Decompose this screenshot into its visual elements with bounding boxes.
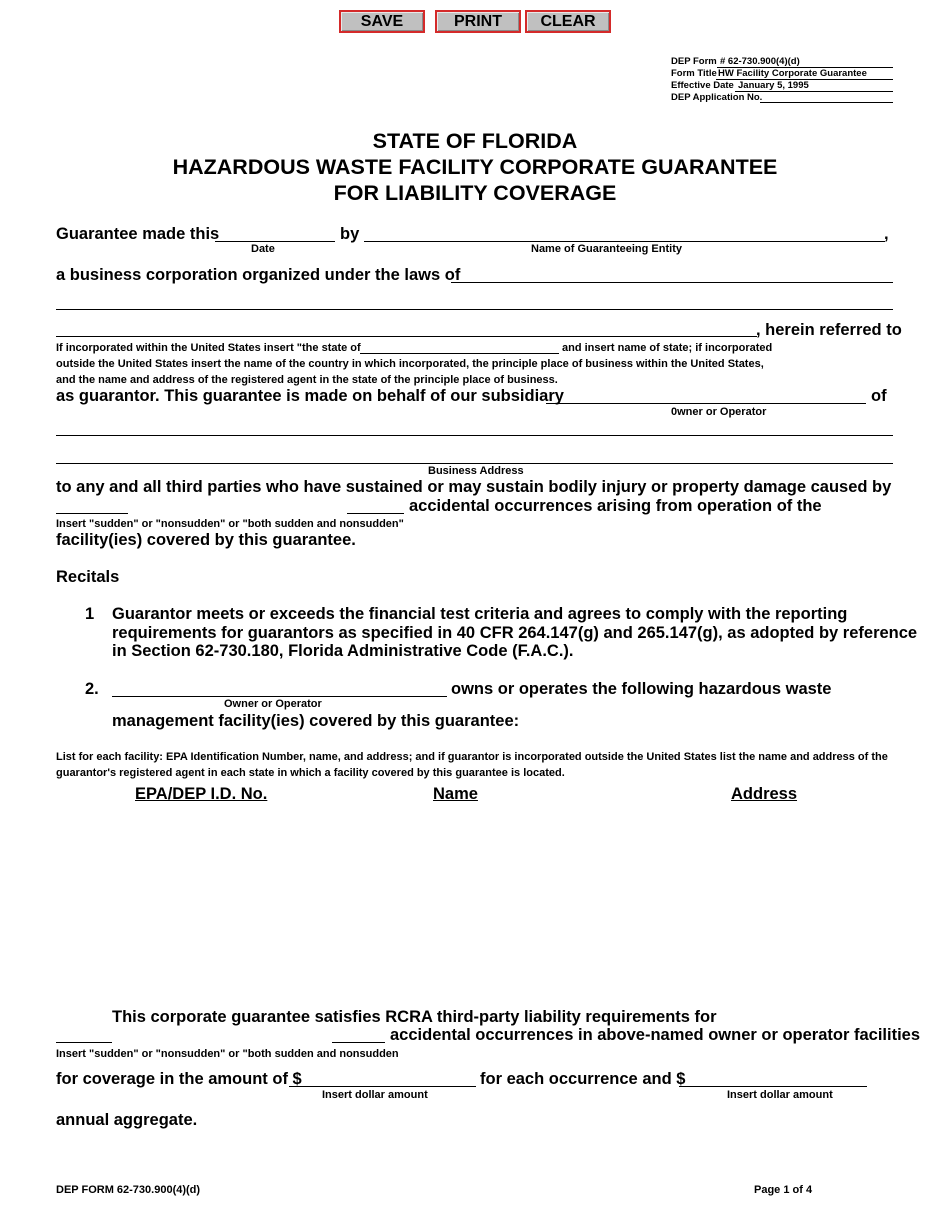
sudden-field-2a[interactable]	[56, 1042, 112, 1043]
subsidiary-field[interactable]	[546, 403, 866, 404]
dollar-caption-2: Insert dollar amount	[727, 1089, 833, 1101]
laws-of-field[interactable]	[451, 282, 893, 283]
footer-form-number: DEP FORM 62-730.900(4)(d)	[56, 1184, 201, 1196]
facility-list-area[interactable]	[56, 812, 893, 1002]
sudden-field-1a[interactable]	[56, 513, 128, 514]
of-text: of	[871, 387, 887, 405]
satisfies-text: This corporate guarantee satisfies RCRA third-party liability requirements for	[112, 1008, 717, 1026]
recital-1-line-1: Guarantor meets or exceeds the financial test criteria and agrees to comply with the reporting	[112, 605, 848, 623]
guarantee-made-text: Guarantee made this	[56, 225, 220, 243]
dep-form-label: DEP Form	[671, 56, 717, 67]
title-line-3: FOR LIABILITY COVERAGE	[333, 181, 617, 205]
recital-2-caption: Owner or Operator	[224, 698, 322, 710]
insert-sudden-caption-2: Insert "sudden" or "nonsudden" or "both sudden and nonsudden	[56, 1048, 399, 1060]
accidental-above-text: accidental occurrences in above-named owner or operator facilities	[390, 1026, 921, 1044]
coverage-amount-text: for coverage in the amount of $	[56, 1070, 302, 1088]
column-header-id: EPA/DEP I.D. No.	[135, 785, 268, 803]
title-line-2: HAZARDOUS WASTE FACILITY CORPORATE GUARANTEE	[172, 155, 778, 179]
date-caption: Date	[251, 243, 275, 255]
each-occurrence-text: for each occurrence and $	[480, 1070, 686, 1088]
guaranteeing-entity-field[interactable]	[364, 241, 885, 242]
owner-operator-caption: 0wner or Operator	[671, 406, 767, 418]
business-corp-text: a business corporation organized under the laws of	[56, 266, 461, 284]
by-text: by	[340, 225, 360, 243]
instructions-line-3: and the name and address of the registered agent in the state of the principle place of business.	[56, 374, 558, 386]
recital-1-number: 1	[85, 605, 95, 623]
sudden-field-2b[interactable]	[332, 1042, 385, 1043]
instructions-line-1a: If incorporated within the United States insert "the state of	[56, 342, 361, 354]
as-guarantor-text: as guarantor. This guarantee is made on behalf of our subsidiary	[56, 387, 564, 405]
application-no-label: DEP Application No.	[671, 92, 763, 103]
recital-1-line-3: in Section 62-730.180, Florida Administrative Code (F.A.C.).	[112, 642, 574, 660]
form-title-label: Form Title	[671, 68, 717, 79]
comma-text: ,	[884, 225, 889, 243]
recital-2-line-2: management facility(ies) covered by this guarantee:	[112, 712, 520, 730]
application-no-field[interactable]	[760, 102, 893, 103]
recitals-heading: Recitals	[56, 568, 120, 586]
business-address-caption: Business Address	[428, 465, 524, 477]
instructions-line-1b: and insert name of state; if incorporated	[562, 342, 773, 354]
laws-of-field-3[interactable]	[56, 336, 757, 337]
third-parties-text: to any and all third parties who have sustained or may sustain bodily injury or property damage caused by	[56, 478, 892, 496]
title-line-1: STATE OF FLORIDA	[372, 129, 578, 153]
occurrence-amount-field[interactable]	[289, 1086, 476, 1087]
column-header-address: Address	[731, 785, 798, 803]
aggregate-amount-field[interactable]	[679, 1086, 867, 1087]
accidental-occurrences-text: accidental occurrences arising from operation of the	[409, 497, 822, 515]
laws-of-field-2[interactable]	[56, 309, 893, 310]
effective-date-value: January 5, 1995	[738, 80, 809, 91]
list-instructions-line-2: guarantor's registered agent in each state in which a facility covered by this guarantee is located.	[56, 767, 565, 779]
entity-caption: Name of Guaranteeing Entity	[531, 243, 682, 255]
recital-2-text: owns or operates the following hazardous waste	[451, 680, 832, 698]
facilities-covered-text: facility(ies) covered by this guarantee.	[56, 531, 356, 549]
sudden-field-1b[interactable]	[347, 513, 404, 514]
recital-2-number: 2.	[85, 680, 99, 698]
annual-aggregate-text: annual aggregate.	[56, 1111, 198, 1129]
effective-date-label: Effective Date	[671, 80, 734, 91]
herein-referred-text: , herein referred to	[756, 321, 902, 339]
footer-page-number: Page 1 of 4	[754, 1184, 813, 1196]
business-address-field-2[interactable]	[56, 463, 893, 464]
list-instructions-line-1: List for each facility: EPA Identification Number, name, and address; and if guarantor is incorporated outside the United States list the name and address of the	[56, 751, 888, 763]
dollar-caption-1: Insert dollar amount	[322, 1089, 428, 1101]
column-header-name: Name	[433, 785, 478, 803]
instructions-line-2: outside the United States insert the name of the country in which incorporated, the principle place of business within the United States,	[56, 358, 764, 370]
recital-2-owner-field[interactable]	[112, 696, 447, 697]
insert-sudden-caption: Insert "sudden" or "nonsudden" or "both sudden and nonsudden"	[56, 518, 404, 530]
date-field[interactable]	[215, 241, 335, 242]
save-button[interactable]: SAVE	[339, 10, 425, 33]
print-button[interactable]: PRINT	[435, 10, 521, 33]
recital-1-line-2: requirements for guarantors as specified in 40 CFR 264.147(g) and 265.147(g), as adopted by reference	[112, 624, 918, 642]
business-address-field-1[interactable]	[56, 435, 893, 436]
form-title-value: HW Facility Corporate Guarantee	[718, 68, 867, 79]
clear-button[interactable]: CLEAR	[525, 10, 611, 33]
dep-form-value: # 62-730.900(4)(d)	[720, 56, 800, 67]
